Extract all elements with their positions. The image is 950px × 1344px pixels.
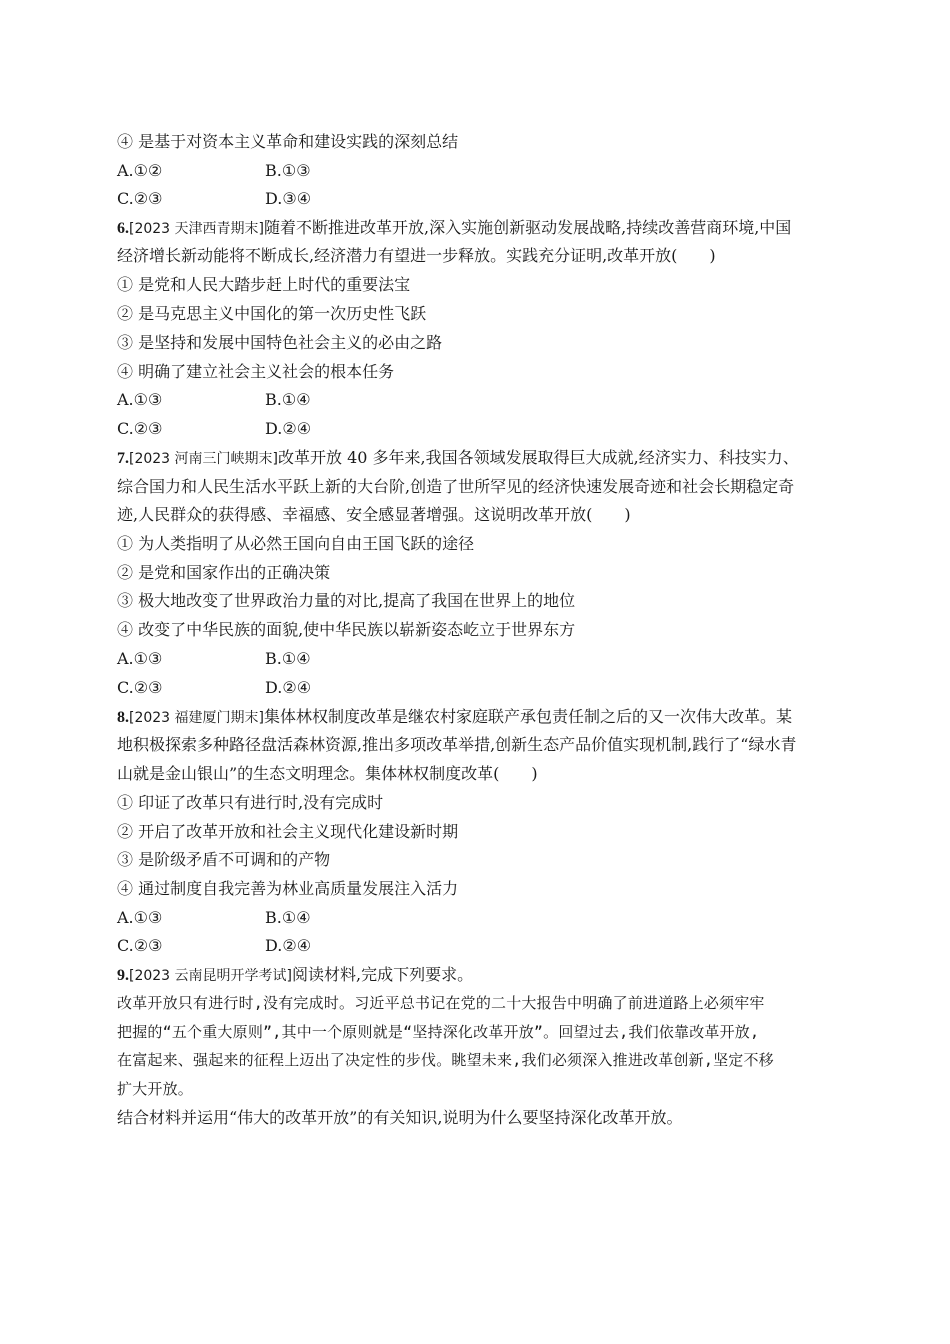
q7-option-d: D.②④	[265, 678, 312, 697]
q8-source: [2023 福建厦门期末]	[129, 710, 265, 726]
q8-option-b: B.①④	[265, 908, 311, 927]
q6-stem-line-2: 经济增长新动能将不断成长,经济潜力有望进一步释放。实践充分证明,改革开放( )	[117, 246, 716, 265]
q6-item-2: ② 是马克思主义中国化的第一次历史性飞跃	[117, 304, 427, 323]
q8-option-a: A.①③	[117, 908, 163, 927]
q8-number: 8	[117, 709, 125, 726]
q6-source: [2023 天津西青期末]	[129, 221, 265, 237]
q6-option-a: A.①③	[117, 390, 163, 409]
q7-item-4: ④ 改变了中华民族的面貌,使中华民族以崭新姿态屹立于世界东方	[117, 620, 576, 639]
q6-stem-text-1: 随着不断推进改革开放,深入实施创新驱动发展战略,持续改善营商环境,中国	[264, 218, 792, 237]
q9-intro: 阅读材料,完成下列要求。	[292, 965, 474, 984]
q7-stem-line-2: 综合国力和人民生活水平跃上新的大台阶,创造了世所罕见的经济快速发展奇迹和社会长期稳定奇	[117, 477, 795, 496]
q8-option-d: D.②④	[265, 936, 312, 955]
q8-stem-line-1: 8.[2023 福建厦门期末]集体林权制度改革是继农村家庭联产承包责任制之后的又一次伟大改革。某	[117, 707, 793, 726]
q8-item-4: ④ 通过制度自我完善为林业高质量发展注入活力	[117, 879, 459, 898]
q5-item-4: ④ 是基于对资本主义革命和建设实践的深刻总结	[117, 132, 459, 151]
q5-option-b: B.①③	[265, 161, 311, 180]
q6-stem-line-1: 6.[2023 天津西青期末]随着不断推进改革开放,深入实施创新驱动发展战略,持续改善营商环境,中国	[117, 218, 792, 237]
q7-number: 7	[117, 450, 125, 467]
q6-option-b: B.①④	[265, 390, 311, 409]
q6-item-3: ③ 是坚持和发展中国特色社会主义的必由之路	[117, 333, 443, 352]
q7-option-a: A.①③	[117, 649, 163, 668]
q6-option-c: C.②③	[117, 419, 163, 438]
q7-item-1: ① 为人类指明了从必然王国向自由王国飞跃的途径	[117, 534, 475, 553]
q9-material-line-2: 把握的“五个重大原则”,其中一个原则就是“坚持深化改革开放”。回望过去,我们依靠改革开放,	[117, 1023, 760, 1041]
q8-stem-line-2: 地积极探索多种路径盘活森林资源,推出多项改革举措,创新生态产品价值实现机制,践行了“绿水青	[117, 735, 797, 754]
q9-material-line-4: 扩大开放。	[117, 1080, 194, 1098]
q7-option-b: B.①④	[265, 649, 311, 668]
q6-option-d: D.②④	[265, 419, 312, 438]
q7-item-3: ③ 极大地改变了世界政治力量的对比,提高了我国在世界上的地位	[117, 591, 576, 610]
q9-task: 结合材料并运用“伟大的改革开放”的有关知识,说明为什么要坚持深化改革开放。	[117, 1108, 683, 1127]
q5-option-a: A.①②	[117, 161, 163, 180]
q8-option-c: C.②③	[117, 936, 163, 955]
q7-stem-line-3: 迹,人民群众的获得感、幸福感、安全感显著增强。这说明改革开放( )	[117, 505, 631, 524]
q9-source: [2023 云南昆明开学考试]	[129, 968, 293, 984]
q5-option-c: C.②③	[117, 189, 163, 208]
q8-item-3: ③ 是阶级矛盾不可调和的产物	[117, 850, 331, 869]
q9-material-line-1: 改革开放只有进行时,没有完成时。习近平总书记在党的二十大报告中明确了前进道路上必须牢牢	[117, 994, 765, 1012]
q8-stem-line-3: 山就是金山银山”的生态文明理念。集体林权制度改革( )	[117, 764, 538, 783]
q8-item-1: ① 印证了改革只有进行时,没有完成时	[117, 793, 384, 812]
q6-number: 6	[117, 220, 125, 237]
q8-stem-text-1: 集体林权制度改革是继农村家庭联产承包责任制之后的又一次伟大改革。某	[264, 707, 793, 726]
q7-stem-line-1: 7.[2023 河南三门峡期末]改革开放 40 多年来,我国各领域发展取得巨大成就,经济实力、科技实力、	[117, 448, 799, 467]
q9-material-line-3: 在富起来、强起来的征程上迈出了决定性的步伐。眺望未来,我们必须深入推进改革创新,坚定不移	[117, 1051, 774, 1069]
q5-option-d: D.③④	[265, 189, 312, 208]
q7-source: [2023 河南三门峡期末]	[129, 451, 279, 467]
q9-number: 9	[117, 967, 125, 984]
q7-stem-text-1: 改革开放 40 多年来,我国各领域发展取得巨大成就,经济实力、科技实力、	[278, 448, 799, 467]
q8-item-2: ② 开启了改革开放和社会主义现代化建设新时期	[117, 822, 459, 841]
q7-option-c: C.②③	[117, 678, 163, 697]
q6-item-1: ① 是党和人民大踏步赶上时代的重要法宝	[117, 275, 411, 294]
q7-item-2: ② 是党和国家作出的正确决策	[117, 563, 331, 582]
q9-stem: 9.[2023 云南昆明开学考试]阅读材料,完成下列要求。	[117, 965, 474, 984]
q6-item-4: ④ 明确了建立社会主义社会的根本任务	[117, 362, 395, 381]
